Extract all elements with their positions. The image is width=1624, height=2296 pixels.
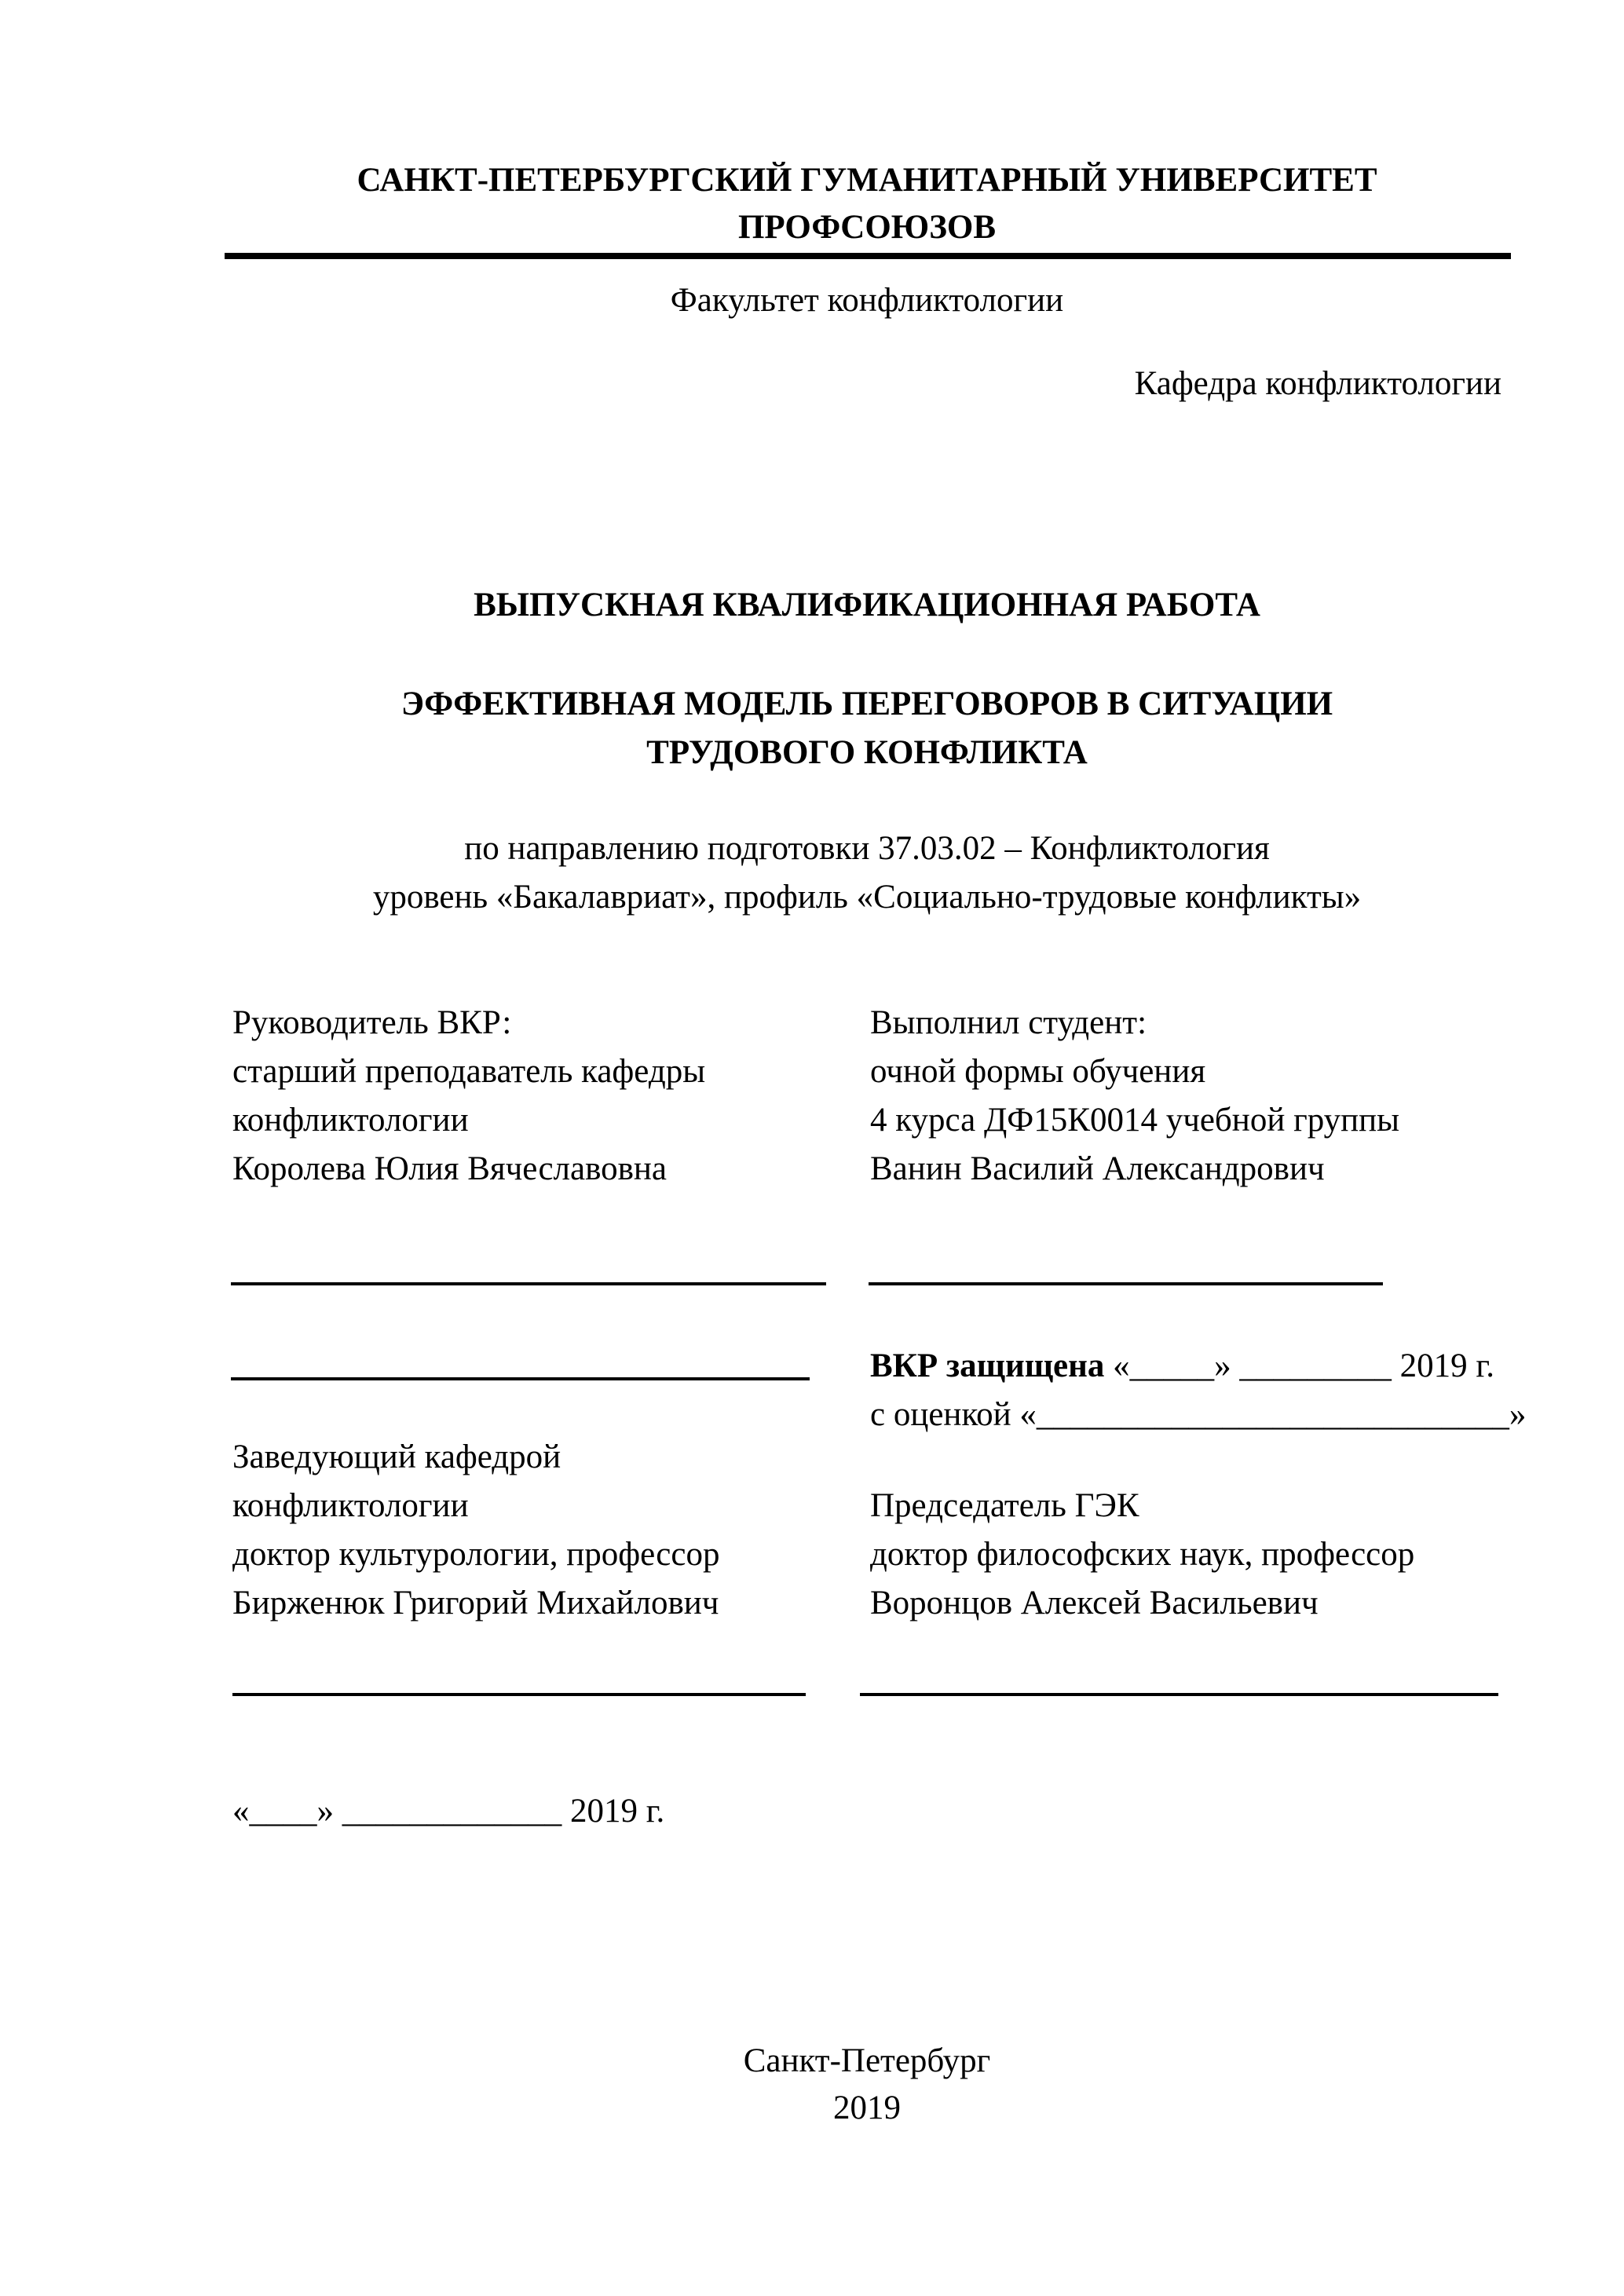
student-study-form: очной формы обучения — [870, 1053, 1206, 1090]
date-signature-line: «____» _____________ 2019 г. — [232, 1793, 665, 1830]
thesis-title — [232, 680, 1501, 777]
defense-defended-label: ВКР защищена — [870, 1347, 1105, 1384]
university-name-line2: ПРОФСОЮЗОВ — [737, 209, 997, 246]
department-head-role-line1: Заведующий кафедрой — [232, 1439, 561, 1475]
signature-line-bottom-right — [860, 1693, 1498, 1696]
program-direction: по направлению подготовки 37.03.02 – Конфликтология — [464, 830, 1270, 867]
supervisor-position-line1: старший преподаватель кафедры — [232, 1053, 706, 1090]
defense-date-line — [870, 1342, 1577, 1391]
supervisor-block — [232, 999, 861, 1194]
header-rule — [225, 253, 1511, 259]
department-head-role-line2: конфликтологии — [232, 1487, 469, 1524]
signature-line-bottom-left — [232, 1693, 806, 1696]
footer — [232, 2038, 1501, 2132]
gek-chairman-block — [870, 1482, 1561, 1628]
signature-line-student — [869, 1282, 1383, 1285]
supervisor-name: Королева Юлия Вячеславовна — [232, 1150, 667, 1187]
department-head-degree: доктор культурологии, профессор — [232, 1536, 720, 1573]
thesis-title-line2: ТРУДОВОГО КОНФЛИКТА — [646, 734, 1088, 771]
student-label: Выполнил студент: — [870, 1004, 1147, 1041]
faculty-line: Факультет конфликтологии — [670, 282, 1064, 319]
gek-chairman-role: Председатель ГЭК — [870, 1487, 1139, 1524]
program-info — [232, 824, 1501, 922]
program-level-profile: уровень «Бакалавриат», профиль «Социально-трудовые конфликты» — [372, 879, 1362, 916]
signature-line-supervisor — [231, 1282, 826, 1285]
gek-chairman-name: Воронцов Алексей Васильевич — [870, 1585, 1319, 1621]
footer-year: 2019 — [833, 2089, 901, 2126]
supervisor-role: Руководитель ВКР: — [232, 1004, 512, 1041]
student-group: 4 курса ДФ15К0014 учебной группы — [870, 1102, 1400, 1139]
university-name-line1: САНКТ-ПЕТЕРБУРГСКИЙ ГУМАНИТАРНЫЙ УНИВЕРСИТЕТ — [357, 162, 1377, 199]
gek-chairman-degree: доктор философских наук, профессор — [870, 1536, 1415, 1573]
university-name — [232, 157, 1501, 251]
department-head-name: Бирженюк Григорий Михайлович — [232, 1585, 719, 1621]
defense-grade-line: с оценкой «____________________________» — [870, 1396, 1527, 1433]
signature-line-head-of-department — [231, 1377, 810, 1380]
department-head-block — [232, 1433, 861, 1628]
department-line: Кафедра конфликтологии — [1134, 365, 1501, 402]
defense-block — [870, 1342, 1577, 1439]
supervisor-position-line2: конфликтологии — [232, 1102, 469, 1139]
student-name: Ванин Василий Александрович — [870, 1150, 1325, 1187]
footer-city: Санкт-Петербург — [743, 2042, 991, 2079]
student-block — [870, 999, 1561, 1194]
defense-defended-blanks: «_____» _________ 2019 г. — [1104, 1347, 1494, 1384]
thesis-title-line1: ЭФФЕКТИВНАЯ МОДЕЛЬ ПЕРЕГОВОРОВ В СИТУАЦИИ — [401, 686, 1333, 722]
work-type-heading: ВЫПУСКНАЯ КВАЛИФИКАЦИОННАЯ РАБОТА — [474, 587, 1260, 623]
